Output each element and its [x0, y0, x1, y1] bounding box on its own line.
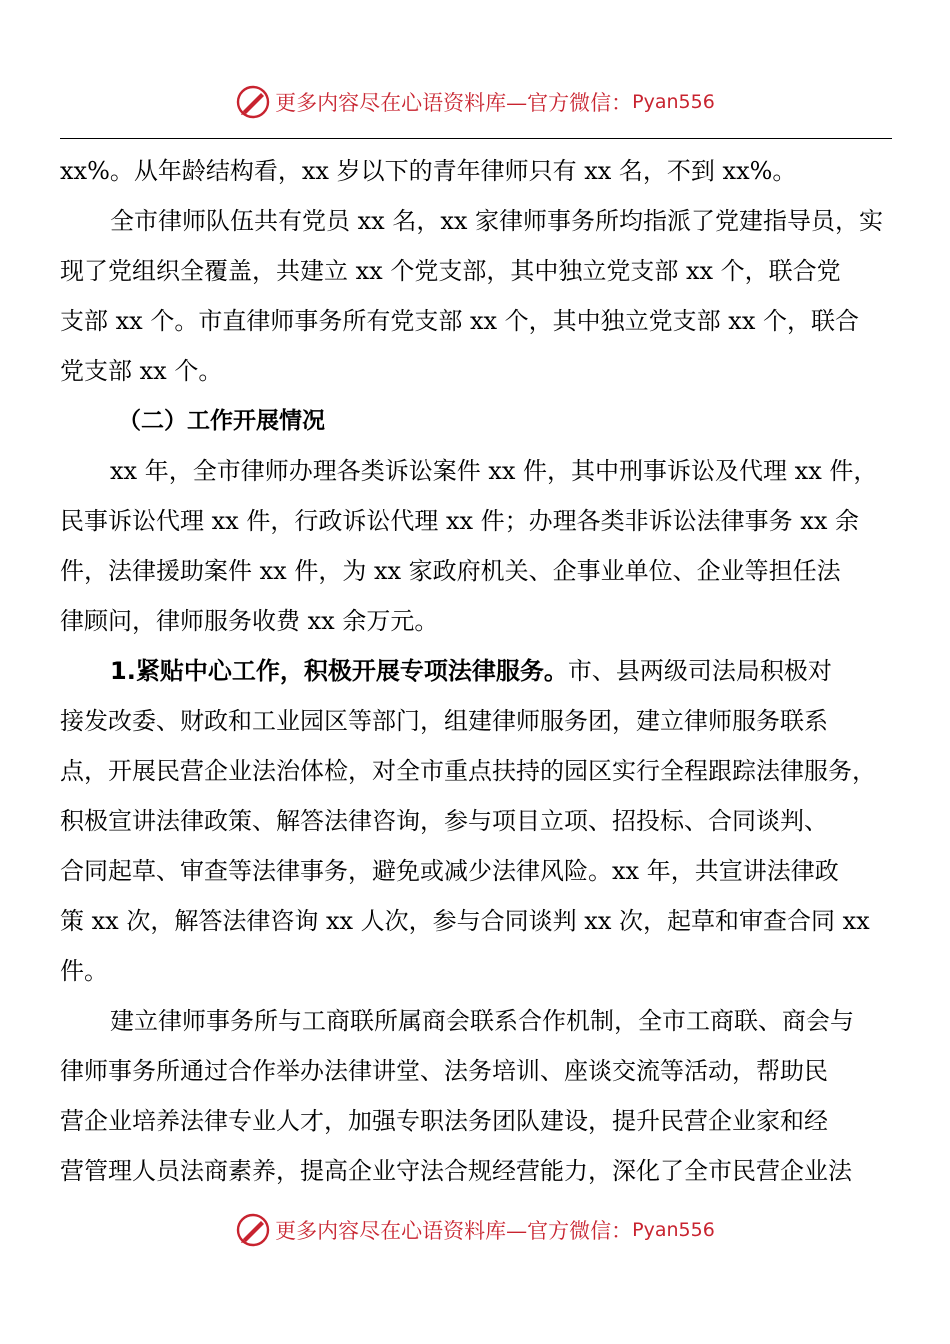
- pen-logo-icon: [235, 1212, 271, 1248]
- paragraph-line: 合同起草、审查等法律事务，避免或减少法律风险。xx 年，共宣讲法律政: [60, 857, 839, 885]
- paragraph-line: 点，开展民营企业法治体检，对全市重点扶持的园区实行全程跟踪法律服务，: [60, 757, 876, 785]
- paragraph-line: 策 xx 次，解答法律咨询 xx 人次，参与合同谈判 xx 次，起草和审查合同 xx: [60, 907, 870, 935]
- paragraph-line: 全市律师队伍共有党员 xx 名，xx 家律师事务所均指派了党建指导员，实: [110, 207, 884, 235]
- paragraph-line: 件。: [60, 957, 108, 985]
- paragraph-line: 律顾问，律师服务收费 xx 余万元。: [60, 607, 439, 635]
- section-heading: （二）工作开展情况: [118, 408, 325, 434]
- paragraph-text: 市、县两级司法局积极对: [567, 657, 832, 685]
- banner-text: 更多内容尽在心语资料库—官方微信：: [275, 91, 633, 115]
- header-banner: [0, 82, 950, 122]
- banner-text: 更多内容尽在心语资料库—官方微信：: [275, 1219, 633, 1243]
- paragraph-line: 营管理人员法商素养，提高企业守法合规经营能力，深化了全市民营企业法: [60, 1157, 852, 1185]
- banner-contact: Pyan556: [632, 1219, 715, 1241]
- header-rule: [60, 138, 892, 139]
- paragraph-line: 现了党组织全覆盖，共建立 xx 个党支部，其中独立党支部 xx 个，联合党: [60, 257, 841, 285]
- paragraph-line: [60, 646, 892, 696]
- paragraph-line: 支部 xx 个。市直律师事务所有党支部 xx 个，其中独立党支部 xx 个，联合: [60, 307, 859, 335]
- paragraph-line: 律师事务所通过合作举办法律讲堂、法务培训、座谈交流等活动，帮助民: [60, 1057, 828, 1085]
- pen-logo-icon: [235, 84, 271, 120]
- paragraph-line: 建立律师事务所与工商联所属商会联系合作机制，全市工商联、商会与: [110, 1007, 854, 1035]
- paragraph-line: 积极宣讲法律政策、解答法律咨询，参与项目立项、招投标、合同谈判、: [60, 807, 828, 835]
- paragraph-line: xx 年，全市律师办理各类诉讼案件 xx 件，其中刑事诉讼及代理 xx 件，: [110, 457, 878, 485]
- document-body: [60, 146, 892, 1196]
- paragraph-line: 接发改委、财政和工业园区等部门，组建律师服务团，建立律师服务联系: [60, 707, 828, 735]
- footer-banner: [0, 1210, 950, 1250]
- paragraph-line: xx%。从年龄结构看，xx 岁以下的青年律师只有 xx 名，不到 xx%。: [60, 157, 797, 185]
- paragraph-line: 件，法律援助案件 xx 件，为 xx 家政府机关、企事业单位、企业等担任法: [60, 557, 841, 585]
- banner-contact: Pyan556: [632, 91, 715, 113]
- paragraph-line: 营企业培养法律专业人才，加强专职法务团队建设，提升民营企业家和经: [60, 1107, 828, 1135]
- paragraph-line: 民事诉讼代理 xx 件，行政诉讼代理 xx 件；办理各类非诉讼法律事务 xx 余: [60, 507, 859, 535]
- paragraph-line: 党支部 xx 个。: [60, 357, 223, 385]
- paragraph-lead: 1.紧贴中心工作，积极开展专项法律服务。: [110, 657, 568, 685]
